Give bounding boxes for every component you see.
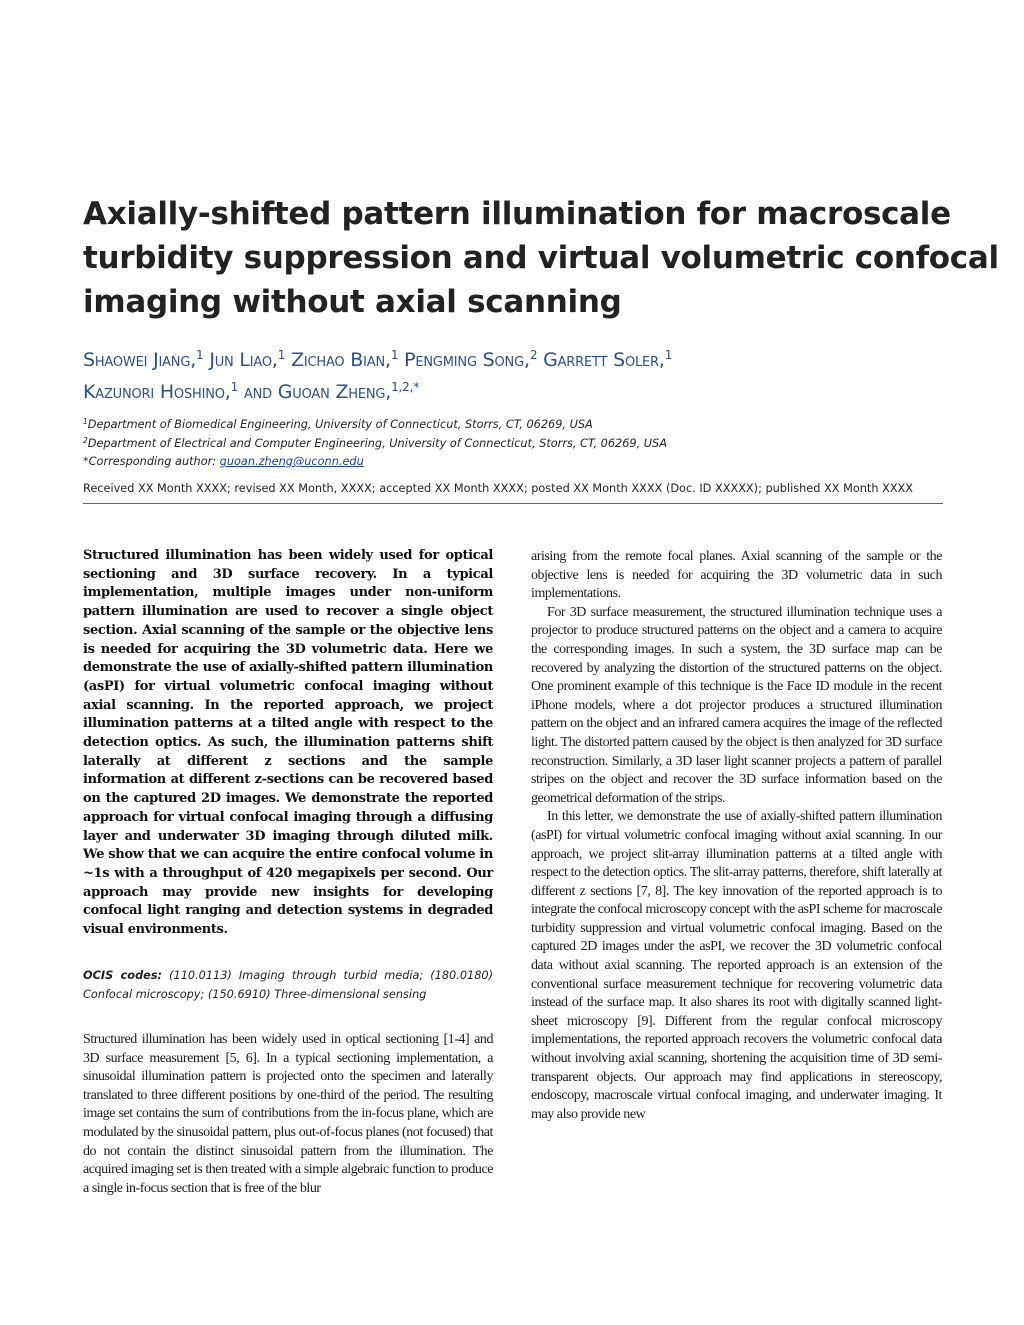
received-dates: Received XX Month XXXX; revised XX Month, XXXX; accepted XX Month XXXX; posted XX Month XXXX (Doc. ID XXXXX); published XX Month XXXX bbox=[83, 482, 914, 495]
body-paragraph: For 3D surface measurement, the structured illumination technique uses a projector to produce structured patterns on the object and a camera to acquire the corresponding images. In such a system, the 3D surface map can be recovered by analyzing the distortion of the structured patterns on the object. One prominent example of this technique is the Face ID module in the recent iPhone models, where a dot projector produces a structured illumination pattern on the object and an infrared camera acquires the image of the reflected light. The distorted pattern caused by the object is then analyzed for 3D surface reconstruction. Similarly, a 3D laser light scanner projects a pattern of parallel stripes on the object and recover the 3D surface information based on the geometrical deformation of the strips. bbox=[531, 604, 942, 806]
affiliation-1: $^1$Department of Biomedical Engineering, University of Connecticut, Storrs, CT, 06269, USA bbox=[83, 417, 593, 431]
author-name: Shaowei Jiang, bbox=[83, 349, 197, 371]
title-line: turbidity suppression and virtual volumetric confocal bbox=[83, 240, 999, 276]
author-name: Garrett Soler, bbox=[543, 349, 665, 371]
intro-paragraph bbox=[83, 1031, 493, 1198]
author-line bbox=[83, 344, 963, 376]
corresponding-author: *Corresponding author: guoan.zheng@uconn.edu bbox=[83, 455, 364, 468]
body-paragraph: In this letter, we demonstrate the use of axially-shifted pattern illumination (asPI) for virtual volumetric confocal imaging without axial scanning. In our approach, we project slit-array illumination patterns at a tilted angle with respect to the detection optics. The slit-array patterns, therefore, shift laterally at different z sections [7, 8]. The key innovation of the reported approach is to integrate the confocal microscopy concept with the asPI scheme for macroscale turbidity suppression and virtual volumetric confocal imaging. Based on the captured 2D images under the asPI, we recover the 3D volumetric confocal data without axial scanning. The reported approach is an extension of the conventional surface measurement technique for recovering volumetric data instead of the surface map. It also shares its root with digitally scanned light-sheet microscopy [9]. Different from the regular confocal microscopy implementations, the reported approach recovers the volumetric confocal data without involving axial scanning, shortening the acquisition time of 3D semi-transparent objects. Our approach may find applications in stereoscopy, endoscopy, macroscale virtual confocal imaging, and underwater imaging. It may also provide new bbox=[531, 809, 942, 1122]
affiliations bbox=[83, 416, 963, 472]
author-conjunction: and bbox=[243, 381, 272, 403]
right-column bbox=[531, 548, 942, 1124]
author-name: Kazunori Hoshino, bbox=[83, 381, 231, 403]
author-affil-sup: 1 bbox=[230, 380, 239, 394]
author-name: Zichao Bian, bbox=[291, 349, 391, 371]
header-divider bbox=[83, 503, 943, 504]
abstract: Structured illumination has been widely used for optical sectioning and 3D surface recovery. In a typical implementation, multiple images under non-uniform pattern illumination are used to recover a single object section. Axial scanning of the sample or the objective lens is needed for acquiring the 3D volumetric data. Here we demonstrate the use of axially-shifted pattern illumination (asPI) for virtual volumetric confocal imaging without axial scanning. In the reported approach, we project illumination patterns at a tilted angle with respect to the detection optics. As such, the illumination patterns shift laterally at different z sections and the sample information at different z-sections can be recovered based on the captured 2D images. We demonstrate the reported approach for virtual confocal imaging through a diffusing layer and underwater 3D imaging through diluted milk. We show that we can acquire the entire confocal volume in ~1s with a throughput of 420 megapixels per second. Our approach may provide new insights for developing confocal light ranging and detection systems in degraded visual environments. bbox=[83, 548, 493, 938]
body-paragraph: arising from the remote focal planes. Axial scanning of the sample or the objective lens is needed for acquiring the 3D volumetric data in such implementations. bbox=[531, 549, 942, 602]
title-line: Axially-shifted pattern illumination for macroscale bbox=[83, 196, 951, 232]
author-affil-sup: 1 bbox=[277, 348, 286, 362]
author-affil-sup: 1,2,* bbox=[391, 380, 420, 394]
author-affil-sup: 1 bbox=[664, 348, 673, 362]
author-name: Pengming Song, bbox=[404, 349, 530, 371]
author-affil-sup: 1 bbox=[196, 348, 204, 362]
author-affil-sup: 2 bbox=[529, 348, 538, 362]
author-name: Jun Liao, bbox=[209, 349, 278, 371]
title-line: imaging without axial scanning bbox=[83, 284, 622, 320]
affiliation-2: $^2$Department of Electrical and Computer Engineering, University of Connecticut, Storrs, CT, 06269, USA bbox=[83, 435, 667, 450]
author-list bbox=[83, 344, 963, 408]
ocis-codes: OCIS codes: (110.0113) Imaging through turbid media; (180.0180) Confocal microscopy; (150.6910) Three-dimensional sensing bbox=[83, 969, 493, 1001]
author-affil-sup: 1 bbox=[390, 348, 399, 362]
author-line bbox=[83, 376, 963, 408]
paper-title bbox=[83, 192, 999, 324]
email-link[interactable]: guoan.zheng@uconn.edu bbox=[219, 455, 364, 468]
ocis-label: OCIS codes: bbox=[83, 969, 163, 982]
author-name: Guoan Zheng, bbox=[277, 381, 392, 403]
body-paragraph: Structured illumination has been widely used in optical sectioning [1-4] and 3D surface measurement [5, 6]. In a typical sectioning implementation, a sinusoidal illumination pattern is projected onto the specimen and laterally translated to three different positions by one-third of the period. The resulting image set contains the sum of contributions from the in-focus plane, which are modulated by the sinusoidal pattern, plus out-of-focus planes (not focused) that do not contain the distinct sinusoidal pattern from the illumination. The acquired imaging set is then treated with a simple algebraic function to produce a single in-focus section that is free of the blur bbox=[83, 1032, 493, 1196]
